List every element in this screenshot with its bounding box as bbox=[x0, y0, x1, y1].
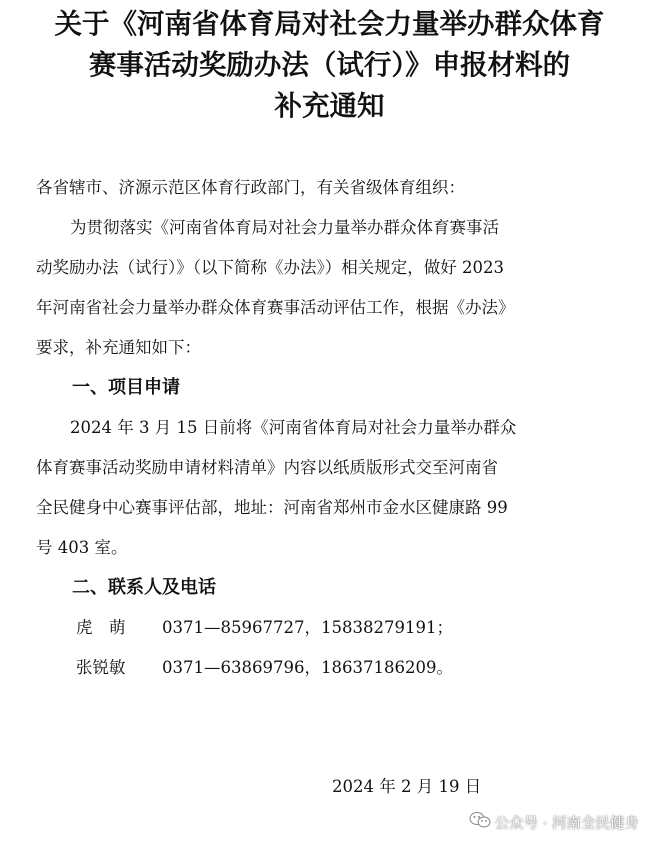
section-1-line-1: 2024 年 3 月 15 日前将《河南省体育局对社会力量举办群众 bbox=[70, 418, 517, 437]
section-1-line-4: 号 403 室。 bbox=[36, 538, 128, 557]
watermark bbox=[469, 812, 639, 836]
title-line-1: 关于《河南省体育局对社会力量举办群众体育 bbox=[54, 8, 605, 40]
section-1-heading: 一、项目申请 bbox=[72, 377, 180, 398]
title-line-2: 赛事活动奖励办法（试行）》申报材料的 bbox=[88, 49, 571, 81]
section-2-heading: 二、联系人及电话 bbox=[72, 577, 216, 598]
contact-row bbox=[36, 648, 626, 688]
wechat-icon bbox=[469, 811, 495, 837]
contact-name: 虎 萌 bbox=[76, 618, 126, 637]
notice-date: 2024 年 2 月 19 日 bbox=[332, 777, 482, 796]
intro-line-1: 为贯彻落实《河南省体育局对社会力量举办群众体育赛事活 bbox=[70, 218, 499, 237]
contact-phones: 0371—63869796，18637186209。 bbox=[162, 658, 453, 677]
salutation: 各省辖市、济源示范区体育行政部门，有关省级体育组织： bbox=[36, 178, 465, 197]
notice-title bbox=[0, 0, 659, 127]
intro-line-4: 要求，补充通知如下： bbox=[36, 338, 201, 357]
intro-line-3: 年河南省社会力量举办群众体育赛事活动评估工作，根据《办法》 bbox=[36, 298, 515, 317]
section-1-line-2: 体育赛事活动奖励申请材料清单》内容以纸质版形式交至河南省 bbox=[36, 458, 498, 477]
contact-row bbox=[36, 608, 626, 648]
contact-phones: 0371—85967727，15838279191； bbox=[162, 618, 453, 637]
section-1-line-3: 全民健身中心赛事评估部，地址：河南省郑州市金水区健康路 99 bbox=[36, 498, 508, 517]
watermark-text: 公众号 · 河南全民健身 bbox=[494, 816, 639, 832]
intro-line-2: 动奖励办法（试行）》（以下简称《办法》）相关规定，做好 2023 bbox=[36, 258, 504, 277]
contact-name: 张锐敏 bbox=[76, 658, 126, 677]
title-line-3: 补充通知 bbox=[274, 90, 385, 122]
notice-body bbox=[36, 168, 626, 688]
